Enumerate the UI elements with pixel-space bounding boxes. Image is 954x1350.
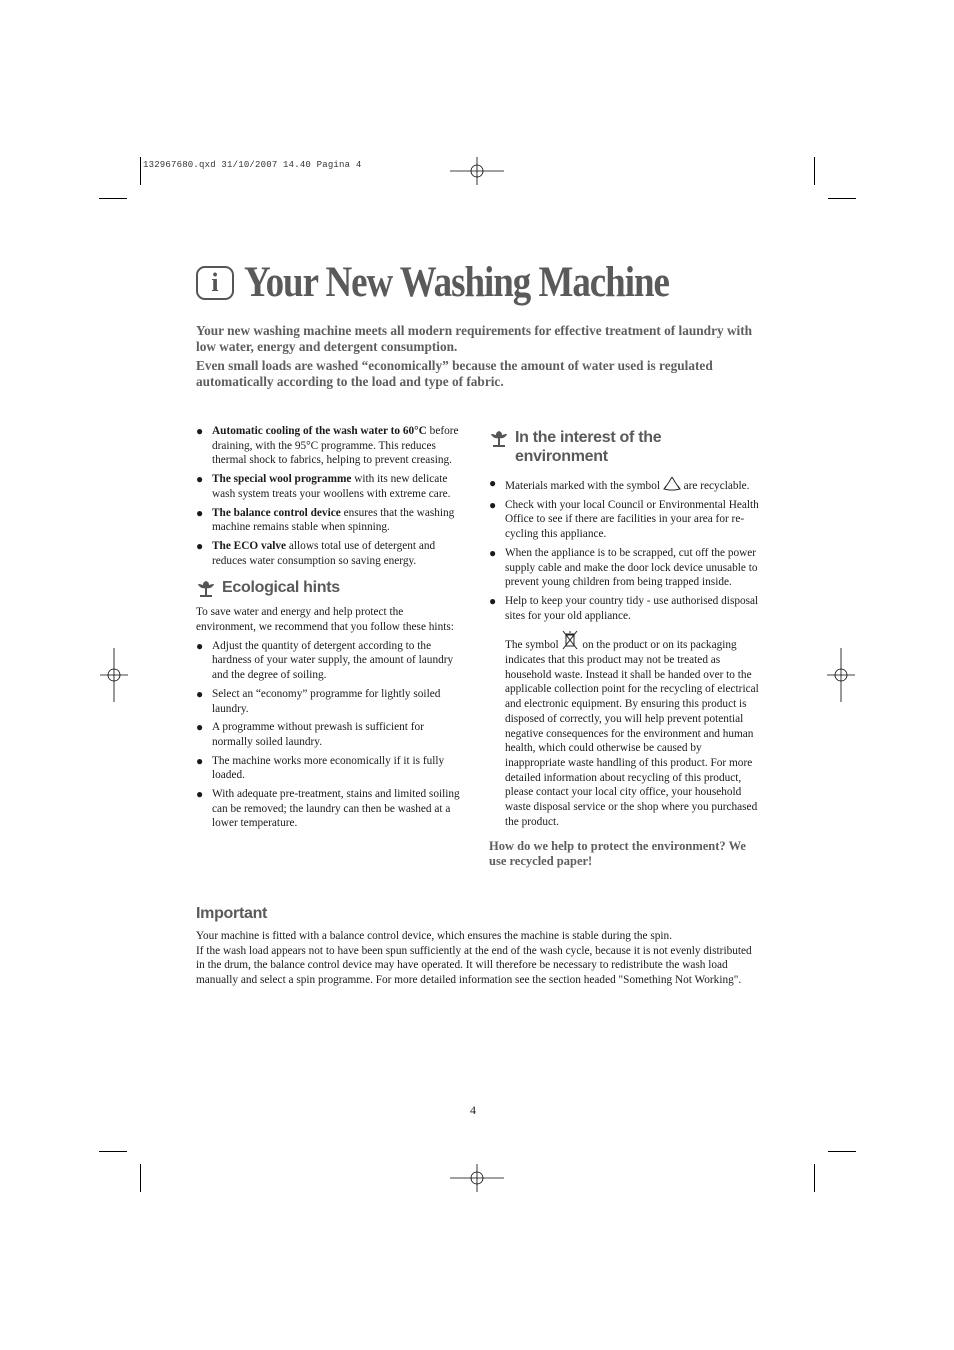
important-paragraph: Your machine is fitted with a balance control device, which ensures the machine is stable during the spin.	[196, 930, 673, 942]
crop-mark	[828, 198, 856, 199]
crop-mark	[140, 157, 141, 185]
important-section	[196, 904, 758, 988]
list-item: ● The special wool programme with its new delicate wash system treats your woollens with extreme care.	[196, 472, 451, 500]
crop-mark	[140, 1164, 141, 1192]
list-item: ● The ECO valve allows total use of detergent and reduces water consumption so saving energy.	[196, 538, 436, 567]
list-item: ● Adjust the quantity of detergent according to the hardness of your water supply, the amount of laundry and the degree of soiling.	[196, 638, 454, 682]
registration-mark-icon	[827, 648, 855, 702]
crossed-bin-icon	[561, 629, 579, 651]
recycled-paper-note: How do we help to protect the environment? We use recycled paper!	[489, 839, 746, 869]
registration-mark-icon	[450, 157, 504, 185]
section-intro: To save water and energy and help protect the environment, we recommend that you follow these hints:	[196, 606, 454, 634]
info-icon: i	[196, 266, 234, 300]
crop-mark	[828, 1151, 856, 1152]
environment-list	[489, 476, 761, 623]
page-title: Your New Washing Machine	[244, 259, 669, 306]
section-heading: In the interest of the environment	[515, 429, 662, 465]
crop-mark	[99, 198, 127, 199]
intro-block	[196, 323, 756, 393]
flower-leaf-icon	[489, 428, 509, 448]
list-item: ● The balance control device ensures that the washing machine remains stable when spinning.	[196, 505, 455, 534]
section-heading: Ecological hints	[222, 579, 340, 597]
hints-list	[196, 639, 464, 831]
registration-mark-icon	[450, 1164, 504, 1192]
feature-list	[196, 424, 464, 568]
flower-leaf-icon	[196, 578, 216, 598]
page-header	[196, 258, 738, 307]
crop-mark	[814, 157, 815, 185]
left-column	[196, 424, 464, 835]
list-item: ● Check with your local Council or Environmental Health Office to see if there are facilities in your area for re-cycling this appliance.	[489, 497, 759, 541]
weee-paragraph: The symbol on the product or on its packaging indicates that this product may not be treated as household waste. Instead it shall be handed over to the applicable collection point for the recycling of electrical and electronic equipment. By ensuring this product is disposed of correctly, you will help prevent potential negative consequences for the environment and human health, which could otherwise be caused by inappropriate waste handling of this product. For more detailed information about recycling of this product, please contact your local city office, your household waste disposal service or the shop where you purchased the product.	[489, 629, 761, 829]
section-heading: Important	[196, 905, 268, 922]
page-number: 4	[470, 1103, 476, 1117]
eco-hints-header	[196, 578, 464, 598]
crop-mark	[99, 1151, 127, 1152]
list-item: ● The machine works more economically if it is fully loaded.	[196, 753, 445, 782]
print-slug: 132967680.qxd 31/10/2007 14.40 Pagina 4	[143, 160, 362, 170]
intro-paragraph: Even small loads are washed “economically” because the amount of water used is regulated automatically according to the load and type of fabric.	[196, 358, 713, 389]
important-paragraph: If the wash load appears not to have been spun sufficiently at the end of the wash cycle, because it is not evenly distributed in the drum, the balance control device may have operated. It will therefore be necessary to redistribute the wash load manually and select a spin programme. For more detailed information see the section headed "Something Not Working".	[196, 944, 752, 987]
registration-mark-icon	[100, 648, 128, 702]
list-item: ● Select an “economy” programme for lightly soiled laundry.	[196, 686, 441, 715]
list-item: ● When the appliance is to be scrapped, cut off the power supply cable and make the door lock device unusable to prevent young children from being trapped inside.	[489, 545, 758, 589]
crop-mark	[814, 1164, 815, 1192]
list-item: ● Help to keep your country tidy - use authorised disposal sites for your old appliance.	[489, 593, 759, 622]
intro-paragraph: Your new washing machine meets all modern requirements for effective treatment of laundry with low water, energy and detergent consumption.	[196, 323, 753, 354]
right-column	[489, 428, 761, 882]
list-item: ● Automatic cooling of the wash water to 60°C before draining, with the 95°C programme. This reduces thermal shock to fabrics, helping to prevent creasing.	[196, 424, 459, 467]
list-item: ● A programme without prewash is sufficient for normally soiled laundry.	[196, 720, 424, 748]
list-item: ● With adequate pre-treatment, stains and limited soiling can be removed; the laundry can then be washed at a lower temperature.	[196, 787, 460, 830]
recycle-icon	[663, 476, 681, 492]
environment-header	[489, 428, 761, 466]
list-item: ● Materials marked with the symbol are recyclable.	[489, 476, 750, 492]
